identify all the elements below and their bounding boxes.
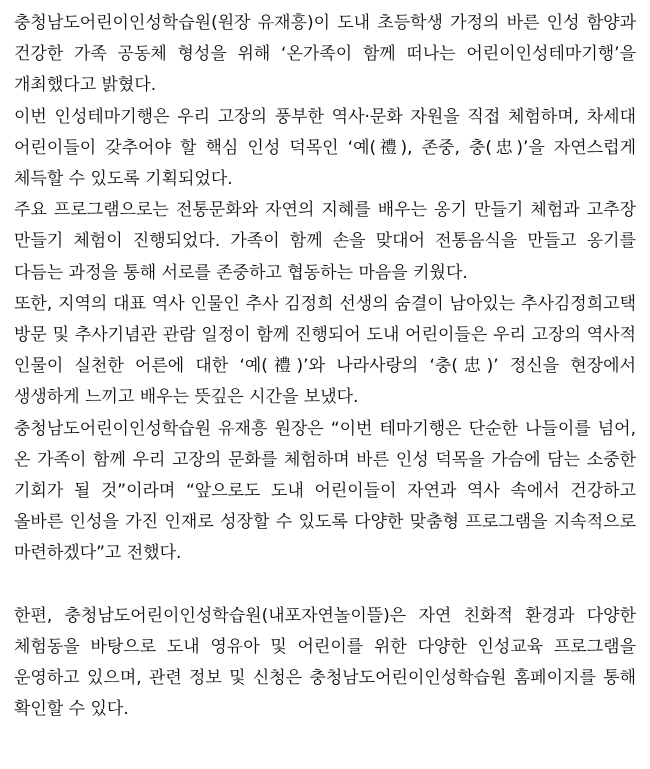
paragraph-director-quote: 충청남도어린이인성학습원 유재흥 원장은 “이번 테마기행은 단순한 나들이를 넘어, 온 가족이 함께 우리 고장의 문화를 체험하며 바른 인성 덕목을 가슴에 담는 소중한 기회가 될 것”이라며 “앞으로도 도내 어린이들이 자연과 역사 속에서 건강하고 올바른 인성을 가진 인재로 성장할 수 있도록 다양한 맞춤형 프로그램을 지속적으로 마련하겠다”고 전했다.	[14, 418, 636, 564]
paragraph-historic-visit: 또한, 지역의 대표 역사 인물인 추사 김정희 선생의 숨결이 남아있는 추사김정희고택 방문 및 추사기념관 관람 일정이 함께 진행되어 도내 어린이들은 우리 고장의 역사적 인물이 실천한 어른에 대한 ‘예(禮)’와 나라사랑의 ‘충(忠)’ 정신을 현장에서 생생하게 느끼고 배우는 뜻깊은 시간을 보냈다.	[14, 293, 636, 408]
paragraph-intro: 충청남도어린이인성학습원(원장 유재흥)이 도내 초등학생 가정의 바른 인성 함양과 건강한 가족 공동체 형성을 위해 ‘온가족이 함께 떠나는 어린이인성테마기행’을 개최했다고 밝혔다.	[14, 13, 636, 96]
paragraph-main-programs: 주요 프로그램으로는 전통문화와 자연의 지혜를 배우는 옹기 만들기 체험과 고추장 만들기 체험이 진행되었다. 가족이 함께 손을 맞대어 전통음식을 만들고 옹기를 다듬는 과정을 통해 서로를 존중하고 협동하는 마음을 키웠다.	[14, 200, 636, 283]
paragraph-closing-info: 한편, 충청남도어린이인성학습원(내포자연놀이뜰)은 자연 친화적 환경과 다양한 체험동을 바탕으로 도내 영유아 및 어린이를 위한 다양한 인성교육 프로그램을 운영하고 있으며, 관련 정보 및 신청은 충청남도어린이인성학습원 홈페이지를 통해 확인할 수 있다.	[14, 605, 636, 720]
paragraph-spacer	[14, 570, 636, 601]
paragraph-program-purpose: 이번 인성테마기행은 우리 고장의 풍부한 역사·문화 자원을 직접 체험하며, 차세대 어린이들이 갖추어야 할 핵심 인성 덕목인 ‘예(禮), 존중, 충(忠)’을 자연스럽게 체득할 수 있도록 기획되었다.	[14, 106, 636, 190]
